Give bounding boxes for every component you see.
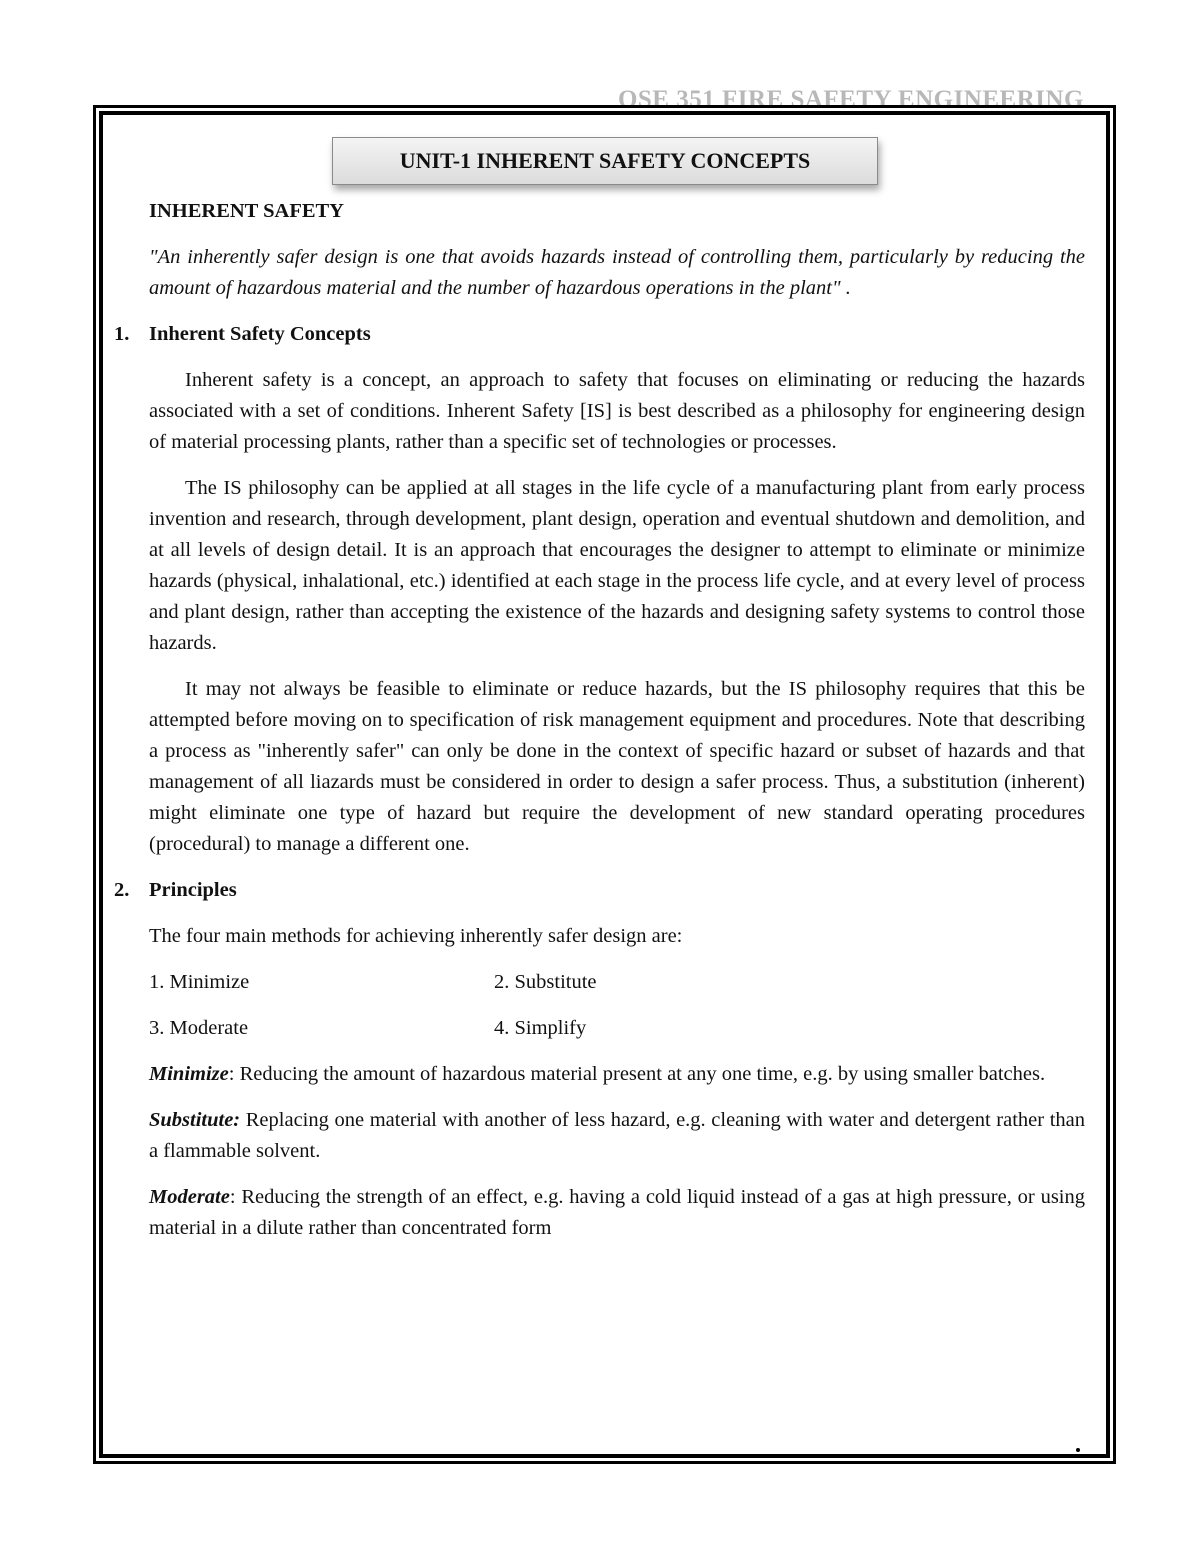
minimize-term: Minimize	[149, 1063, 229, 1085]
methods-row-2	[149, 1013, 1085, 1044]
method-simplify: 4. Simplify	[494, 1017, 587, 1039]
section-1-paragraph-1: Inherent safety is a concept, an approach to safety that focuses on eliminating or reducing the hazards associated with a set of conditions. Inherent Safety [IS] is best described as a philosophy for engineering design of material processing plants, rather than a specific set of technologies or processes.	[149, 369, 1085, 453]
section-1-number: 1.	[114, 323, 130, 345]
section-1-title: Inherent Safety Concepts	[149, 323, 371, 345]
definition-quote: "An inherently safer design is one that avoids hazards instead of controlling them, particularly by reducing the amount of hazardous material and the number of hazardous operations in the plant" .	[149, 246, 1085, 299]
section-1-paragraph-2: The IS philosophy can be applied at all stages in the life cycle of a manufacturing plant from early process invention and research, through development, plant design, operation and eventual shutdown and demolition, and at all levels of design detail. It is an approach that encourages the designer to attempt to eliminate or minimize hazards (physical, inhalational, etc.) identified at each stage in the process life cycle, and at every level of process and plant design, rather than accepting the existence of the hazards and designing safety systems to control those hazards.	[149, 477, 1085, 654]
section-2-number: 2.	[114, 879, 130, 901]
method-moderate: 3. Moderate	[149, 1017, 249, 1039]
unit-title: UNIT-1 INHERENT SAFETY CONCEPTS	[332, 137, 878, 185]
section-1-heading	[114, 319, 1085, 350]
section-2-heading	[114, 875, 1085, 906]
methods-row-1	[149, 967, 1085, 998]
minimize-definition	[149, 1059, 1085, 1090]
minimize-text: : Reducing the amount of hazardous material present at any one time, e.g. by using smaller batches.	[228, 1063, 1046, 1085]
page-header: OSE 351 FIRE SAFETY ENGINEERING	[617, 86, 1084, 106]
substitute-term: Substitute:	[149, 1109, 241, 1131]
section-1-paragraph-3: It may not always be feasible to eliminate or reduce hazards, but the IS philosophy requires that this be attempted before moving on to specification of risk management equipment and procedures. Note that describing a process as "inherently safer" can only be done in the context of specific hazard or subset of hazards and that management of all liazards must be considered in order to design a safer process. Thus, a substitution (inherent) might eliminate one type of hazard but require the development of new standard operating procedures (procedural) to manage a different one.	[149, 678, 1085, 855]
method-substitute: 2. Substitute	[494, 971, 597, 993]
document-body	[114, 196, 1085, 1244]
inherent-safety-heading: INHERENT SAFETY	[149, 200, 344, 222]
moderate-definition	[149, 1182, 1085, 1244]
moderate-term: Moderate	[149, 1186, 230, 1208]
substitute-text: Replacing one material with another of less hazard, e.g. cleaning with water and detergent rather than a flammable solvent.	[149, 1109, 1085, 1162]
method-minimize: 1. Minimize	[149, 971, 250, 993]
section-2-title: Principles	[149, 879, 237, 901]
moderate-text: : Reducing the strength of an effect, e.g. having a cold liquid instead of a gas at high pressure, or using material in a dilute rather than concentrated form	[149, 1186, 1085, 1239]
principles-intro: The four main methods for achieving inherently safer design are:	[149, 925, 683, 947]
page-marker	[1076, 1448, 1080, 1452]
substitute-definition	[149, 1105, 1085, 1167]
